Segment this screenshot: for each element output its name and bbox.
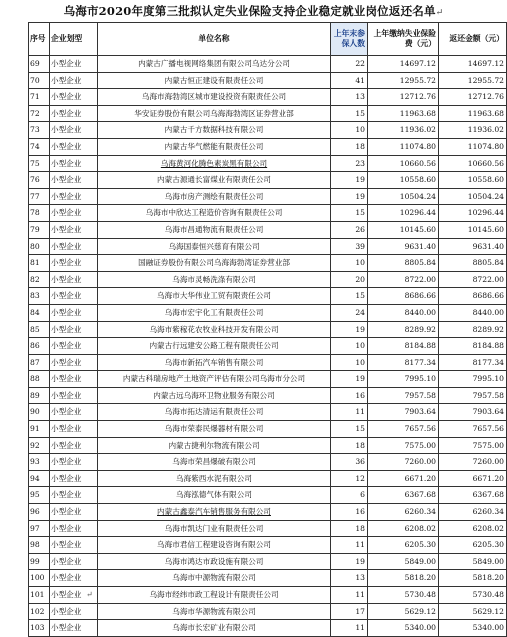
paragraph-mark-bottom: ↵ <box>86 590 93 599</box>
cell-paid: 8722.00 <box>368 271 439 288</box>
table-row <box>29 437 507 454</box>
table-row <box>29 56 507 73</box>
cell-type: 小型企业 <box>50 454 98 471</box>
cell-name: 乌海市荣昌爆破有限公司 <box>98 454 331 471</box>
cell-type: 小型企业 <box>50 72 98 89</box>
cell-employees: 26 <box>331 221 368 238</box>
cell-type: 小型企业 <box>50 122 98 139</box>
cell-no: 96 <box>29 504 50 521</box>
header-no: 序号 <box>29 23 50 56</box>
cell-type: 小型企业 <box>50 437 98 454</box>
cell-no: 78 <box>29 205 50 222</box>
cell-type: 小型企业 <box>50 404 98 421</box>
table-row <box>29 570 507 587</box>
cell-paid: 10660.56 <box>368 155 439 172</box>
cell-name: 内蒙古行远建安公路工程有限责任公司 <box>98 338 331 355</box>
cell-paid: 8686.66 <box>368 288 439 305</box>
table-row <box>29 603 507 620</box>
cell-name: 乌海市长宏矿业有限公司 <box>98 620 331 637</box>
table-row <box>29 504 507 521</box>
cell-type: 小型企业 <box>50 354 98 371</box>
cell-paid: 11963.68 <box>368 105 439 122</box>
table-row <box>29 553 507 570</box>
cell-no: 72 <box>29 105 50 122</box>
cell-name: 乌海市海勃湾区城市建设投资有限责任公司 <box>98 89 331 106</box>
header-name: 单位名称 <box>98 23 331 56</box>
cell-employees: 10 <box>331 338 368 355</box>
cell-name: 内蒙古科瑞房地产土地资产评估有限公司乌海市分公司 <box>98 371 331 388</box>
cell-employees: 41 <box>331 72 368 89</box>
table-row <box>29 72 507 89</box>
cell-paid: 8805.84 <box>368 255 439 272</box>
cell-returned: 8686.66 <box>439 288 507 305</box>
table-row <box>29 89 507 106</box>
cell-returned: 6367.68 <box>439 487 507 504</box>
cell-no: 86 <box>29 338 50 355</box>
cell-no: 97 <box>29 520 50 537</box>
cell-returned: 8184.88 <box>439 338 507 355</box>
cell-employees: 16 <box>331 504 368 521</box>
cell-no: 87 <box>29 354 50 371</box>
cell-paid: 6671.20 <box>368 470 439 487</box>
table-row <box>29 255 507 272</box>
cell-paid: 11074.80 <box>368 138 439 155</box>
cell-paid: 8184.88 <box>368 338 439 355</box>
cell-name: 乌海市中欣达工程造价咨询有限责任公司 <box>98 205 331 222</box>
cell-type: 小型企业 <box>50 487 98 504</box>
cell-employees: 15 <box>331 421 368 438</box>
cell-name: 乌海市紫稼花农牧业科技开发有限公司 <box>98 321 331 338</box>
cell-returned: 5340.00 <box>439 620 507 637</box>
cell-type: 小型企业 <box>50 620 98 637</box>
cell-returned: 8722.00 <box>439 271 507 288</box>
cell-paid: 14697.12 <box>368 56 439 73</box>
cell-name: 乌海市昌通物流有限责任公司 <box>98 221 331 238</box>
cell-type: 小型企业 <box>50 570 98 587</box>
cell-no: 95 <box>29 487 50 504</box>
cell-name: 乌海市新拓汽车销售有限公司 <box>98 354 331 371</box>
table-row <box>29 238 507 255</box>
cell-paid: 12955.72 <box>368 72 439 89</box>
cell-name: 内蒙古华气燃能有限责任公司 <box>98 138 331 155</box>
cell-type: 小型企业 <box>50 188 98 205</box>
cell-no: 69 <box>29 56 50 73</box>
cell-employees: 20 <box>331 271 368 288</box>
cell-returned: 10296.44 <box>439 205 507 222</box>
cell-no: 84 <box>29 304 50 321</box>
cell-name: 乌海紫西水泥有限公司 <box>98 470 331 487</box>
cell-type: 小型企业 <box>50 172 98 189</box>
header-employees: 上年末参保人数 <box>331 23 368 56</box>
cell-type: 小型企业 <box>50 56 98 73</box>
cell-name: 内蒙古捷利尔物流有限公司 <box>98 437 331 454</box>
cell-type: 小型企业 <box>50 138 98 155</box>
cell-paid: 8177.34 <box>368 354 439 371</box>
cell-type: 小型企业 <box>50 520 98 537</box>
cell-returned: 6260.34 <box>439 504 507 521</box>
table-row <box>29 404 507 421</box>
document-title <box>0 3 507 19</box>
cell-employees: 13 <box>331 89 368 106</box>
cell-no: 75 <box>29 155 50 172</box>
cell-employees: 11 <box>331 620 368 637</box>
cell-returned: 5818.20 <box>439 570 507 587</box>
cell-paid: 7957.58 <box>368 387 439 404</box>
cell-no: 85 <box>29 321 50 338</box>
cell-no: 91 <box>29 421 50 438</box>
cell-name: 乌海黄河化腾色素炭黑有限公司 <box>98 155 331 172</box>
cell-employees: 19 <box>331 188 368 205</box>
cell-employees: 10 <box>331 255 368 272</box>
cell-name: 乌海市灵畅洗涤有限公司 <box>98 271 331 288</box>
cell-returned: 7260.00 <box>439 454 507 471</box>
cell-returned: 10504.24 <box>439 188 507 205</box>
cell-no: 102 <box>29 603 50 620</box>
cell-returned: 10558.60 <box>439 172 507 189</box>
cell-type: 小型企业 <box>50 288 98 305</box>
cell-no: 101 <box>29 587 50 604</box>
table-row <box>29 221 507 238</box>
cell-paid: 7657.56 <box>368 421 439 438</box>
cell-employees: 11 <box>331 537 368 554</box>
cell-name: 内蒙古恒正建设有限责任公司 <box>98 72 331 89</box>
cell-employees: 10 <box>331 122 368 139</box>
cell-employees: 19 <box>331 553 368 570</box>
cell-paid: 10504.24 <box>368 188 439 205</box>
cell-paid: 6260.34 <box>368 504 439 521</box>
cell-returned: 6205.30 <box>439 537 507 554</box>
cell-no: 93 <box>29 454 50 471</box>
cell-paid: 10145.60 <box>368 221 439 238</box>
cell-type: 小型企业 <box>50 421 98 438</box>
table-row <box>29 321 507 338</box>
cell-paid: 5849.00 <box>368 553 439 570</box>
cell-no: 73 <box>29 122 50 139</box>
cell-returned: 5730.48 <box>439 587 507 604</box>
cell-paid: 5340.00 <box>368 620 439 637</box>
cell-employees: 24 <box>331 304 368 321</box>
cell-name: 乌海市经纬市政工程设计有限责任公司 <box>98 587 331 604</box>
cell-returned: 12955.72 <box>439 72 507 89</box>
cell-type: 小型企业 <box>50 105 98 122</box>
cell-returned: 11074.80 <box>439 138 507 155</box>
cell-paid: 7260.00 <box>368 454 439 471</box>
table-row <box>29 155 507 172</box>
table-header-row <box>29 23 507 56</box>
cell-returned: 14697.12 <box>439 56 507 73</box>
cell-type: 小型企业 <box>50 338 98 355</box>
cell-name: 乌海市宏宇化工有限责任公司 <box>98 304 331 321</box>
cell-no: 92 <box>29 437 50 454</box>
cell-employees: 11 <box>331 404 368 421</box>
cell-name: 内蒙古远乌海环卫物业服务有限公司 <box>98 387 331 404</box>
cell-no: 83 <box>29 288 50 305</box>
cell-employees: 19 <box>331 172 368 189</box>
table-row <box>29 487 507 504</box>
paragraph-mark: ↵ <box>435 8 444 18</box>
refund-list-table <box>28 22 507 637</box>
cell-employees: 18 <box>331 138 368 155</box>
cell-employees: 10 <box>331 354 368 371</box>
cell-paid: 7903.64 <box>368 404 439 421</box>
cell-name: 乌海市荣泰民爆器材有限公司 <box>98 421 331 438</box>
cell-employees: 19 <box>331 321 368 338</box>
cell-name: 乌海市拓达清运有限责任公司 <box>98 404 331 421</box>
cell-no: 81 <box>29 255 50 272</box>
table-row <box>29 205 507 222</box>
cell-no: 88 <box>29 371 50 388</box>
table-row <box>29 172 507 189</box>
cell-returned: 7903.64 <box>439 404 507 421</box>
cell-name: 乌海市中源物流有限公司 <box>98 570 331 587</box>
cell-type: 小型企业 <box>50 587 98 604</box>
cell-returned: 8289.92 <box>439 321 507 338</box>
table-row <box>29 454 507 471</box>
cell-employees: 18 <box>331 520 368 537</box>
cell-paid: 11936.02 <box>368 122 439 139</box>
cell-type: 小型企业 <box>50 255 98 272</box>
cell-returned: 11963.68 <box>439 105 507 122</box>
cell-returned: 6208.02 <box>439 520 507 537</box>
cell-returned: 8177.34 <box>439 354 507 371</box>
cell-name: 乌海国泰恒兴慈育有限公司 <box>98 238 331 255</box>
cell-no: 103 <box>29 620 50 637</box>
header-type: 企业划型 <box>50 23 98 56</box>
table-row <box>29 587 507 604</box>
cell-no: 76 <box>29 172 50 189</box>
cell-type: 小型企业 <box>50 155 98 172</box>
cell-name: 乌海泓德气体有限公司 <box>98 487 331 504</box>
cell-name: 华安证券股份有限公司乌海海勃湾区证券营业部 <box>98 105 331 122</box>
cell-paid: 6205.30 <box>368 537 439 554</box>
table-row <box>29 122 507 139</box>
cell-paid: 10296.44 <box>368 205 439 222</box>
cell-no: 89 <box>29 387 50 404</box>
cell-employees: 17 <box>331 603 368 620</box>
cell-returned: 7957.58 <box>439 387 507 404</box>
cell-no: 94 <box>29 470 50 487</box>
cell-returned: 8440.00 <box>439 304 507 321</box>
cell-returned: 10660.56 <box>439 155 507 172</box>
cell-employees: 13 <box>331 570 368 587</box>
cell-paid: 12712.76 <box>368 89 439 106</box>
cell-type: 小型企业 <box>50 221 98 238</box>
cell-paid: 7575.00 <box>368 437 439 454</box>
cell-type: 小型企业 <box>50 504 98 521</box>
cell-returned: 5849.00 <box>439 553 507 570</box>
cell-employees: 22 <box>331 56 368 73</box>
table-row <box>29 470 507 487</box>
cell-paid: 7995.10 <box>368 371 439 388</box>
cell-paid: 8289.92 <box>368 321 439 338</box>
cell-name: 乌海市君信工程建设咨询有限公司 <box>98 537 331 554</box>
cell-name: 国融证券股份有限公司乌海海勃湾证券营业部 <box>98 255 331 272</box>
cell-name: 乌海市房产测绘有限责任公司 <box>98 188 331 205</box>
title-text: 乌海市2020年度第三批拟认定失业保险支持企业稳定就业岗位返还名单 <box>63 4 436 18</box>
cell-returned: 7657.56 <box>439 421 507 438</box>
cell-name: 内蒙古广播电视网络集团有限公司乌达分公司 <box>98 56 331 73</box>
table-row <box>29 105 507 122</box>
cell-type: 小型企业 <box>50 603 98 620</box>
cell-employees: 15 <box>331 288 368 305</box>
cell-type: 小型企业 <box>50 271 98 288</box>
cell-name: 乌海市华源物流有限公司 <box>98 603 331 620</box>
cell-employees: 18 <box>331 437 368 454</box>
cell-employees: 16 <box>331 387 368 404</box>
table-row <box>29 188 507 205</box>
cell-type: 小型企业 <box>50 238 98 255</box>
cell-type: 小型企业 <box>50 537 98 554</box>
cell-no: 80 <box>29 238 50 255</box>
table-row <box>29 387 507 404</box>
cell-paid: 10558.60 <box>368 172 439 189</box>
cell-employees: 15 <box>331 105 368 122</box>
table-row <box>29 520 507 537</box>
cell-paid: 6367.68 <box>368 487 439 504</box>
cell-employees: 39 <box>331 238 368 255</box>
cell-returned: 7575.00 <box>439 437 507 454</box>
cell-employees: 36 <box>331 454 368 471</box>
cell-type: 小型企业 <box>50 205 98 222</box>
header-paid: 上年缴纳失业保险费（元） <box>368 23 439 56</box>
table-row <box>29 288 507 305</box>
cell-type: 小型企业 <box>50 304 98 321</box>
table-row <box>29 371 507 388</box>
cell-no: 71 <box>29 89 50 106</box>
cell-no: 98 <box>29 537 50 554</box>
cell-no: 77 <box>29 188 50 205</box>
cell-name: 乌海市凯达门业有限责任公司 <box>98 520 331 537</box>
cell-name: 内蒙古鑫泰汽车销售服务有限公司 <box>98 504 331 521</box>
cell-name: 乌海市鸿达市政设施有限公司 <box>98 553 331 570</box>
cell-paid: 5818.20 <box>368 570 439 587</box>
cell-no: 79 <box>29 221 50 238</box>
cell-type: 小型企业 <box>50 553 98 570</box>
header-returned: 返还金额（元） <box>439 23 507 56</box>
cell-employees: 11 <box>331 587 368 604</box>
cell-employees: 19 <box>331 371 368 388</box>
cell-employees: 6 <box>331 487 368 504</box>
table-row <box>29 304 507 321</box>
cell-paid: 9631.40 <box>368 238 439 255</box>
cell-type: 小型企业 <box>50 89 98 106</box>
cell-no: 90 <box>29 404 50 421</box>
cell-type: 小型企业 <box>50 387 98 404</box>
cell-returned: 5629.12 <box>439 603 507 620</box>
cell-no: 70 <box>29 72 50 89</box>
cell-paid: 5730.48 <box>368 587 439 604</box>
table-row <box>29 620 507 637</box>
cell-paid: 5629.12 <box>368 603 439 620</box>
cell-type: 小型企业 <box>50 470 98 487</box>
cell-no: 82 <box>29 271 50 288</box>
cell-employees: 23 <box>331 155 368 172</box>
cell-employees: 12 <box>331 470 368 487</box>
cell-name: 内蒙古源通长富煤业有限责任公司 <box>98 172 331 189</box>
table-row <box>29 354 507 371</box>
cell-returned: 10145.60 <box>439 221 507 238</box>
cell-type: 小型企业 <box>50 371 98 388</box>
table-row <box>29 138 507 155</box>
table-row <box>29 271 507 288</box>
cell-returned: 6671.20 <box>439 470 507 487</box>
cell-paid: 8440.00 <box>368 304 439 321</box>
table-row <box>29 537 507 554</box>
cell-returned: 7995.10 <box>439 371 507 388</box>
cell-no: 100 <box>29 570 50 587</box>
cell-no: 74 <box>29 138 50 155</box>
cell-returned: 11936.02 <box>439 122 507 139</box>
cell-name: 乌海市大华伟业工贸有限责任公司 <box>98 288 331 305</box>
cell-name: 内蒙古千方数据科技有限公司 <box>98 122 331 139</box>
cell-employees: 15 <box>331 205 368 222</box>
cell-returned: 12712.76 <box>439 89 507 106</box>
cell-type: 小型企业 <box>50 321 98 338</box>
cell-paid: 6208.02 <box>368 520 439 537</box>
table-row <box>29 421 507 438</box>
table-row <box>29 338 507 355</box>
cell-returned: 9631.40 <box>439 238 507 255</box>
cell-returned: 8805.84 <box>439 255 507 272</box>
cell-no: 99 <box>29 553 50 570</box>
